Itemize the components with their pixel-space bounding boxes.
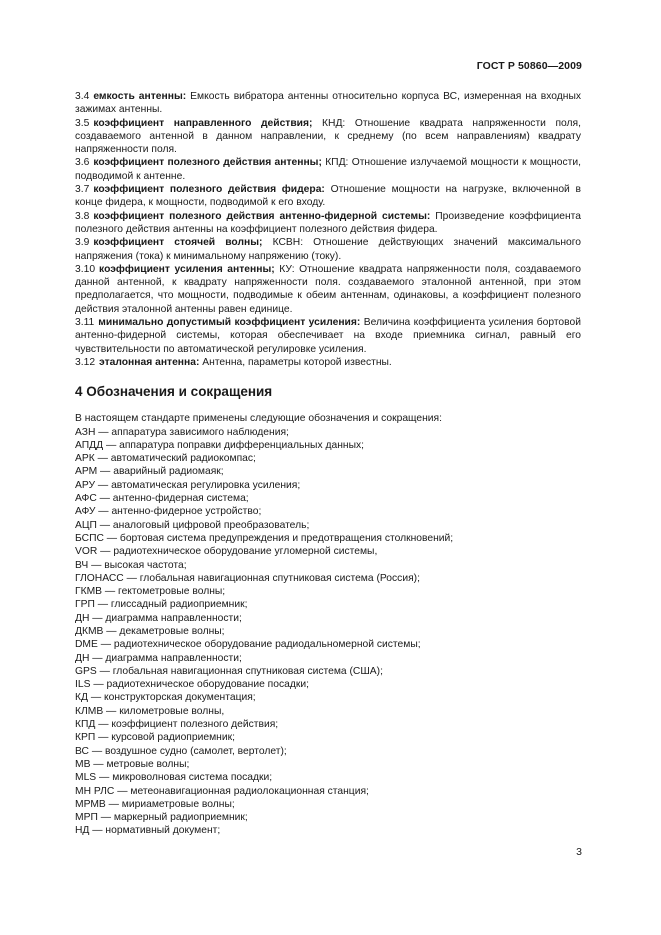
definition-text: Величина коэффициента усиления бортовой антенно-фидерной системы, которая обеспечивает на входе приемника сигнал, равный его чувствительности по автоматической регулировке усиления. bbox=[75, 317, 581, 355]
abbreviation-item: АФС — антенно-фидерная система; bbox=[75, 493, 249, 505]
abbreviation-item: ГРП — глиссадный радиоприемник; bbox=[75, 599, 248, 611]
abbreviations-intro: В настоящем стандарте применены следующие обозначения и сокращения: bbox=[75, 413, 442, 425]
section-4-title: 4 Обозначения и сокращения bbox=[75, 384, 273, 400]
abbreviation-item: БСПС — бортовая система предупреждения и предотвращения столкновений; bbox=[75, 532, 454, 544]
definition-number: 3.7 bbox=[75, 184, 90, 196]
abbreviation-item: МВ — метровые волны; bbox=[75, 758, 190, 770]
abbreviation-item: АРУ — автоматическая регулировка усиления; bbox=[75, 479, 301, 491]
abbreviation-item: MLS — микроволновая система посадки; bbox=[75, 772, 273, 784]
abbreviation-item: АЦП — аналоговый цифровой преобразователь; bbox=[75, 519, 310, 531]
abbreviation-item: КРП — курсовой радиоприемник; bbox=[75, 732, 235, 744]
abbreviation-item: ГЛОНАСС — глобальная навигационная спутниковая система (Россия); bbox=[75, 572, 420, 584]
definition-number: 3.10 bbox=[75, 263, 96, 275]
definition-item bbox=[75, 356, 581, 369]
definition-number: 3.9 bbox=[75, 237, 90, 249]
abbreviation-item: ДКМВ — декаметровые волны; bbox=[75, 625, 225, 637]
definition-item bbox=[75, 236, 581, 263]
page-number: 3 bbox=[576, 846, 582, 858]
abbreviation-item: АФУ — антенно-фидерное устройство; bbox=[75, 506, 262, 518]
definition-number: 3.8 bbox=[75, 210, 90, 222]
abbreviation-item: ВЧ — высокая частота; bbox=[75, 559, 187, 571]
definition-term: коэффициент полезного действия фидера: bbox=[93, 184, 325, 196]
definition-text: КСВН: Отношение действующих значений максимального напряжения (тока) к минимальному напряжению (току). bbox=[75, 237, 581, 262]
abbreviation-item: МН РЛС — метеонавигационная радиолокационная станция; bbox=[75, 785, 369, 797]
definition-term: эталонная антенна: bbox=[99, 356, 200, 368]
definition-number: 3.12 bbox=[75, 356, 96, 368]
abbreviation-item: DME — радиотехническое оборудование радиодальномерной системы; bbox=[75, 639, 421, 651]
definitions-list bbox=[75, 90, 581, 369]
abbreviation-item: ВС — воздушное судно (самолет, вертолет); bbox=[75, 745, 287, 757]
page-content bbox=[75, 90, 581, 838]
abbreviation-item: GPS — глобальная навигационная спутниковая система (США); bbox=[75, 665, 383, 677]
definition-text: КНД: Отношение квадрата напряженности поля, создаваемого антенной в данном направлении, к среднему (по всем направлениям) квадрату напряженности поля. bbox=[75, 117, 581, 156]
definition-text: Отношение мощности на нагрузке, включенной в конце фидера, к мощности, подводимой к его входу. bbox=[75, 184, 581, 209]
definition-number: 3.5 bbox=[75, 117, 90, 129]
definition-number: 3.11 bbox=[75, 317, 95, 329]
definition-text: КУ: Отношение квадрата напряженности поля, создаваемого данной антенной, к квадрату напряженности поля. создаваемого эталонной антенной, при этом предполагается, что мощности, подводимые к обеим антеннам, одинаковы, а коэффициент полезного действия эталонной антенны равен единице. bbox=[75, 263, 581, 315]
abbreviation-item: АЗН — аппаратура зависимого наблюдения; bbox=[75, 426, 289, 438]
abbreviation-item: ГКМВ — гектометровые волны; bbox=[75, 586, 226, 598]
abbreviation-item: МРМВ — мириаметровые волны; bbox=[75, 798, 235, 810]
definition-text: Произведение коэффициента полезного действия антенны на коэффициент полезного действия фидера. bbox=[75, 210, 581, 235]
definition-item bbox=[75, 183, 581, 210]
definition-text: Антенна, параметры которой известны. bbox=[199, 356, 392, 368]
definition-item bbox=[75, 90, 581, 117]
abbreviation-item: АРК — автоматический радиокомпас; bbox=[75, 453, 256, 465]
definition-item bbox=[75, 117, 581, 157]
abbreviation-item: АРМ — аварийный радиомаяк; bbox=[75, 466, 224, 478]
definition-number: 3.6 bbox=[75, 157, 90, 169]
abbreviation-item: ДН — диаграмма направленности; bbox=[75, 612, 242, 624]
definition-term: емкость антенны: bbox=[93, 91, 187, 102]
abbreviation-item: НД — нормативный документ; bbox=[75, 825, 221, 837]
definition-item bbox=[75, 263, 581, 316]
abbreviation-item: VOR — радиотехническое оборудование угломерной системы, bbox=[75, 546, 378, 558]
definition-term: коэффициент направленного действия; bbox=[93, 117, 313, 129]
abbreviation-item: ДН — диаграмма направленности; bbox=[75, 652, 242, 664]
abbreviation-item: МРП — маркерный радиоприемник; bbox=[75, 812, 248, 824]
abbreviation-item: КПД — коэффициент полезного действия; bbox=[75, 719, 279, 731]
definition-term: коэффициент усиления антенны; bbox=[99, 263, 275, 275]
definition-term: коэффициент стоячей волны; bbox=[93, 237, 263, 249]
abbreviation-item: АПДД — аппаратура поправки дифференциальных данных; bbox=[75, 439, 364, 451]
definition-text: Емкость вибратора антенны относительно корпуса ВС, измеренная на входных зажимах антенны. bbox=[75, 91, 582, 116]
definition-item bbox=[75, 210, 581, 237]
abbreviation-item: КЛМВ — километровые волны, bbox=[75, 705, 225, 717]
standard-header: ГОСТ Р 50860—2009 bbox=[476, 60, 582, 72]
abbreviations-list bbox=[75, 426, 581, 838]
definition-item bbox=[75, 316, 581, 356]
definition-term: коэффициент полезного действия антенно-фидерной системы: bbox=[93, 210, 431, 222]
abbreviation-item: КД — конструкторская документация; bbox=[75, 692, 256, 704]
definition-item bbox=[75, 156, 581, 183]
definition-term: минимально допустимый коэффициент усиления: bbox=[98, 317, 361, 329]
definition-term: коэффициент полезного действия антенны; bbox=[93, 157, 322, 169]
definition-number: 3.4 bbox=[75, 91, 90, 102]
definition-text: КПД: Отношение излучаемой мощности к мощности, подводимой к антенне. bbox=[75, 157, 581, 182]
abbreviation-item: ILS — радиотехническое оборудование посадки; bbox=[75, 679, 309, 691]
